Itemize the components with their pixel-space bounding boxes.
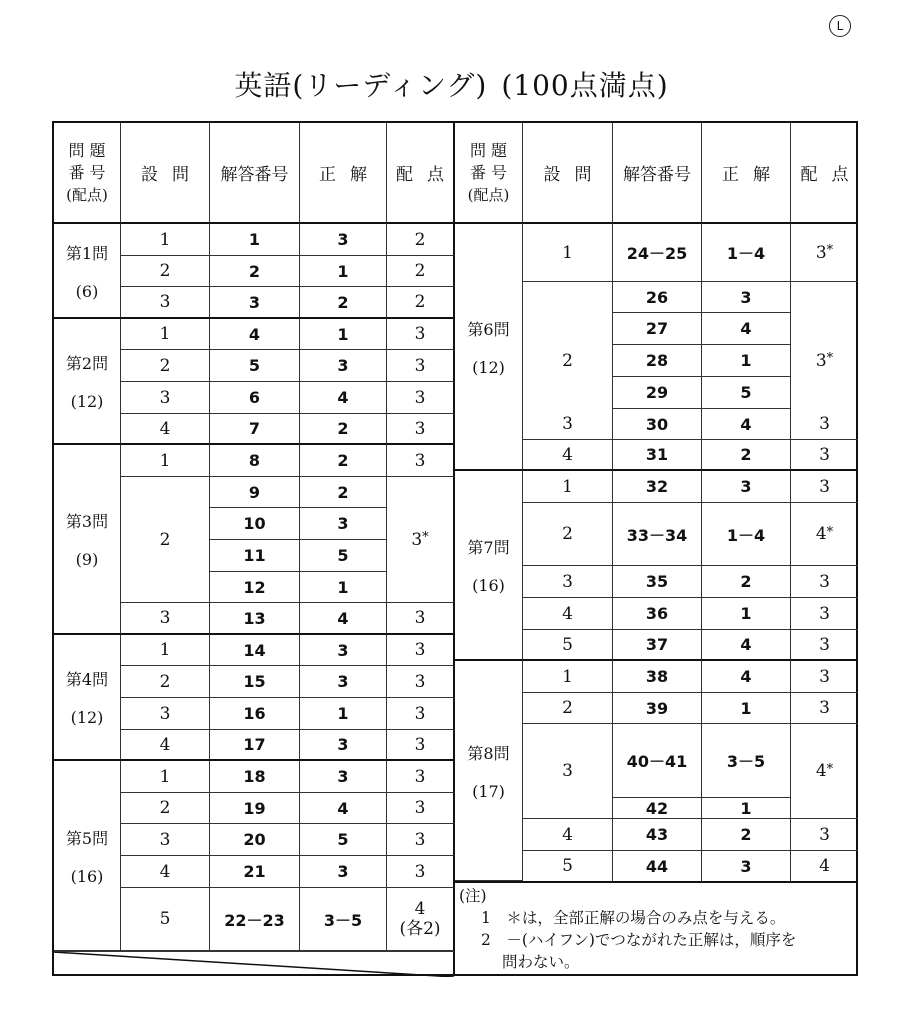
right-correct-0: 1－4 (702, 224, 791, 282)
left-answer-number-11: 12 (210, 572, 300, 603)
left-points-5: 3 (387, 382, 455, 414)
left-correct-7: 2 (300, 445, 387, 477)
header-sub-question (121, 123, 210, 224)
right-subq-10: 4 (523, 598, 613, 630)
right-points-8 (791, 503, 858, 566)
left-points-17: 3 (387, 761, 455, 793)
left-points-3: 3 (387, 319, 455, 350)
section-title: 第6問 (467, 319, 510, 339)
right-correct-14: 3－5 (702, 724, 791, 798)
right-subq-14: 3 (523, 724, 613, 819)
left-answer-number-19: 20 (210, 824, 300, 856)
right-answer-number-3: 28 (613, 345, 702, 377)
section-label-5 (54, 761, 121, 951)
header-points (791, 123, 863, 224)
left-answer-number-10: 11 (210, 540, 300, 572)
left-points-13: 3 (387, 635, 455, 666)
left-correct-19: 5 (300, 824, 387, 856)
section-points: (16) (70, 866, 104, 886)
header-answer-number: 解答番号 (613, 123, 702, 224)
left-answer-number-3: 4 (210, 319, 300, 350)
left-correct-4: 3 (300, 350, 387, 382)
section-label-1 (54, 224, 121, 319)
header-q-line1: 問 題 (469, 140, 508, 160)
section-points: (12) (70, 392, 104, 411)
header-points-text: 配点 (800, 165, 863, 185)
right-answer-number-0: 24－25 (613, 224, 702, 282)
left-points-16: 3 (387, 730, 455, 761)
section-label-7 (455, 471, 523, 661)
left-points-21 (387, 888, 455, 951)
header-correct-text: 正解 (319, 165, 381, 185)
star-mark: * (826, 351, 834, 366)
right-answer-number-15: 42 (613, 798, 702, 819)
left-correct-0: 3 (300, 224, 387, 256)
notes-heading: (注) (459, 887, 487, 905)
left-correct-18: 4 (300, 793, 387, 824)
section-label-8 (455, 661, 523, 881)
right-subq-11: 5 (523, 630, 613, 661)
left-answer-number-21: 22－23 (210, 888, 300, 951)
right-answer-number-9: 35 (613, 566, 702, 598)
section-points: (9) (75, 550, 99, 569)
title-sub: (100点満点) (501, 69, 669, 102)
right-correct-6: 2 (702, 440, 791, 471)
right-points-16: 3 (791, 819, 858, 851)
section-points: (12) (70, 708, 104, 727)
header-q-line1: 問 題 (68, 140, 106, 160)
note-line-1: 1 ＊は，全部正解の場合のみ点を与える。 (481, 909, 786, 927)
header-q-line3: (配点) (467, 185, 510, 204)
left-points-15: 3 (387, 698, 455, 730)
right-answer-number-12: 38 (613, 661, 702, 693)
right-subq-9: 3 (523, 566, 613, 598)
right-correct-16: 2 (702, 819, 791, 851)
left-points-8 (387, 477, 455, 603)
header-sub-question-text: 設問 (543, 165, 606, 185)
left-subq-18: 2 (121, 793, 210, 824)
left-correct-12: 4 (300, 603, 387, 635)
right-correct-13: 1 (702, 693, 791, 724)
left-answer-number-1: 2 (210, 256, 300, 287)
right-correct-15: 1 (702, 798, 791, 819)
answer-key-table (52, 121, 863, 976)
note-line-2-cont: 問わない。 (502, 953, 580, 971)
right-points-9: 3 (791, 566, 858, 598)
section-title: 第4問 (65, 670, 109, 689)
header-q-line2: 番 号 (469, 162, 508, 182)
page-title (0, 64, 903, 104)
right-correct-1: 3 (702, 282, 791, 313)
left-answer-number-9: 10 (210, 508, 300, 540)
left-points-18: 3 (387, 793, 455, 824)
left-points-20: 3 (387, 856, 455, 888)
left-correct-16: 3 (300, 730, 387, 761)
right-correct-17: 3 (702, 851, 791, 881)
right-correct-10: 1 (702, 598, 791, 630)
right-answer-number-10: 36 (613, 598, 702, 630)
left-answer-number-18: 19 (210, 793, 300, 824)
left-points-2: 2 (387, 287, 455, 319)
right-answer-number-4: 29 (613, 377, 702, 409)
section-points: (12) (472, 357, 505, 377)
star-mark: * (826, 761, 834, 777)
section-label-2 (54, 319, 121, 445)
section-points: (16) (472, 576, 505, 595)
header-answer-number: 解答番号 (210, 123, 300, 224)
notes-box (455, 881, 858, 974)
star-mark: * (826, 524, 834, 540)
right-correct-3: 1 (702, 345, 791, 377)
right-subq-13: 2 (523, 693, 613, 724)
star-mark: * (422, 530, 429, 545)
right-correct-7: 3 (702, 471, 791, 503)
right-correct-12: 4 (702, 661, 791, 693)
right-subq-1: 2 (523, 282, 613, 440)
header-correct (702, 123, 791, 224)
left-subq-12: 3 (121, 603, 210, 635)
right-points-6: 3 (791, 440, 858, 471)
header-sub-question (523, 123, 613, 224)
left-subq-3: 1 (121, 319, 210, 350)
left-correct-8: 2 (300, 477, 387, 508)
title-main: 英語(リーディング) (234, 69, 488, 102)
header-correct-text: 正解 (722, 165, 784, 185)
left-subq-0: 1 (121, 224, 210, 256)
left-answer-number-14: 15 (210, 666, 300, 698)
right-correct-11: 4 (702, 630, 791, 661)
right-points-0 (791, 224, 858, 282)
left-subq-6: 4 (121, 414, 210, 445)
right-answer-number-2: 27 (613, 313, 702, 345)
left-answer-number-8: 9 (210, 477, 300, 508)
right-subq-6: 4 (523, 440, 613, 471)
section-title: 第3問 (65, 512, 109, 531)
empty-diagonal-cell (54, 951, 455, 976)
left-points-7: 3 (387, 445, 455, 477)
right-points-13: 3 (791, 693, 858, 724)
section-label-3 (54, 445, 121, 635)
right-answer-number-5: 30 (613, 409, 702, 440)
left-points-19: 3 (387, 824, 455, 856)
right-points-17: 4 (819, 856, 830, 876)
left-correct-14: 3 (300, 666, 387, 698)
left-answer-number-20: 21 (210, 856, 300, 888)
right-correct-8: 1－4 (702, 503, 791, 566)
right-subq-12: 1 (523, 661, 613, 693)
section-title: 第7問 (467, 538, 510, 557)
right-points-14 (791, 724, 858, 819)
right-points-5: 3 (791, 409, 858, 440)
star-mark: * (826, 243, 834, 258)
left-subq-19: 3 (121, 824, 210, 856)
right-points-10: 3 (791, 598, 858, 630)
right-subq-0: 1 (523, 224, 613, 282)
right-answer-number-17: 44 (613, 851, 702, 881)
right-subq-17: 5 (523, 851, 613, 881)
right-points-11: 3 (791, 630, 858, 661)
left-answer-number-15: 16 (210, 698, 300, 730)
header-question-number (455, 123, 523, 224)
left-correct-21: 3－5 (300, 888, 387, 951)
left-answer-number-2: 3 (210, 287, 300, 319)
left-points-4: 3 (387, 350, 455, 382)
section-points: (17) (472, 781, 505, 801)
left-subq-14: 2 (121, 666, 210, 698)
left-correct-13: 3 (300, 635, 387, 666)
left-subq-5: 3 (121, 382, 210, 414)
right-answer-number-16: 43 (613, 819, 702, 851)
left-subq-21: 5 (121, 888, 210, 951)
section-label-6 (455, 224, 523, 471)
left-answer-number-0: 1 (210, 224, 300, 256)
section-title: 第8問 (467, 743, 510, 763)
left-correct-20: 3 (300, 856, 387, 888)
left-points-6: 3 (387, 414, 455, 445)
left-correct-9: 3 (300, 508, 387, 540)
left-correct-11: 1 (300, 572, 387, 603)
left-points-note: (各2) (399, 919, 441, 939)
left-points-12: 3 (387, 603, 455, 635)
right-answer-number-11: 37 (613, 630, 702, 661)
header-points-text: 配点 (396, 165, 458, 185)
left-correct-17: 3 (300, 761, 387, 793)
right-subq-7: 1 (523, 471, 613, 503)
left-points-0: 2 (387, 224, 455, 256)
left-points-value: 3 (411, 529, 423, 550)
header-sub-question-text: 設問 (141, 165, 203, 185)
left-points-1: 2 (387, 256, 455, 287)
note-line-2: 2 －(ハイフン)でつながれた正解は，順序を (481, 931, 797, 949)
left-correct-15: 1 (300, 698, 387, 730)
left-subq-1: 2 (121, 256, 210, 287)
left-answer-number-13: 14 (210, 635, 300, 666)
section-points: (6) (75, 281, 99, 301)
left-subq-8: 2 (121, 477, 210, 603)
right-subq-5: 3 (523, 409, 613, 440)
left-points-value: 4 (414, 899, 426, 919)
header-points (387, 123, 458, 224)
header-q-line3: (配点) (66, 185, 108, 204)
right-points-value: 4 (815, 761, 827, 781)
right-points-value: 4 (815, 524, 827, 544)
left-subq-16: 4 (121, 730, 210, 761)
right-answer-number-7: 32 (613, 471, 702, 503)
right-subq-16: 4 (523, 819, 613, 851)
right-answer-number-6: 31 (613, 440, 702, 471)
right-points-value: 3 (815, 242, 827, 263)
section-label-4 (54, 635, 121, 761)
left-correct-6: 2 (300, 414, 387, 445)
header-q-line2: 番 号 (68, 162, 106, 182)
diagonal-line (53, 952, 454, 977)
left-answer-number-5: 6 (210, 382, 300, 414)
left-answer-number-6: 7 (210, 414, 300, 445)
header-question-number (54, 123, 121, 224)
section-title: 第1問 (65, 243, 109, 263)
right-points-value: 3 (815, 350, 827, 371)
left-correct-1: 1 (300, 256, 387, 287)
right-points-12: 3 (791, 661, 858, 693)
left-subq-7: 1 (121, 445, 210, 477)
right-points-7: 3 (791, 471, 858, 503)
section-title: 第2問 (65, 354, 109, 373)
right-answer-number-1: 26 (613, 282, 702, 313)
right-answer-number-14: 40－41 (613, 724, 702, 798)
left-correct-2: 2 (300, 287, 387, 319)
right-correct-9: 2 (702, 566, 791, 598)
header-correct (300, 123, 387, 224)
right-subq-8: 2 (523, 503, 613, 566)
left-subq-4: 2 (121, 350, 210, 382)
left-subq-15: 3 (121, 698, 210, 730)
right-answer-number-8: 33－34 (613, 503, 702, 566)
left-subq-20: 4 (121, 856, 210, 888)
section-title: 第5問 (65, 828, 109, 848)
left-answer-number-7: 8 (210, 445, 300, 477)
left-answer-number-16: 17 (210, 730, 300, 761)
left-correct-3: 1 (300, 319, 387, 350)
left-correct-5: 4 (300, 382, 387, 414)
right-correct-2: 4 (702, 313, 791, 345)
right-answer-number-13: 39 (613, 693, 702, 724)
left-answer-number-17: 18 (210, 761, 300, 793)
right-correct-5: 4 (702, 409, 791, 440)
left-points-14: 3 (387, 666, 455, 698)
corner-mark: L (829, 15, 851, 37)
left-subq-17: 1 (121, 761, 210, 793)
left-answer-number-12: 13 (210, 603, 300, 635)
left-answer-number-4: 5 (210, 350, 300, 382)
left-subq-13: 1 (121, 635, 210, 666)
right-correct-4: 5 (702, 377, 791, 409)
left-correct-10: 5 (300, 540, 387, 572)
left-subq-2: 3 (121, 287, 210, 319)
